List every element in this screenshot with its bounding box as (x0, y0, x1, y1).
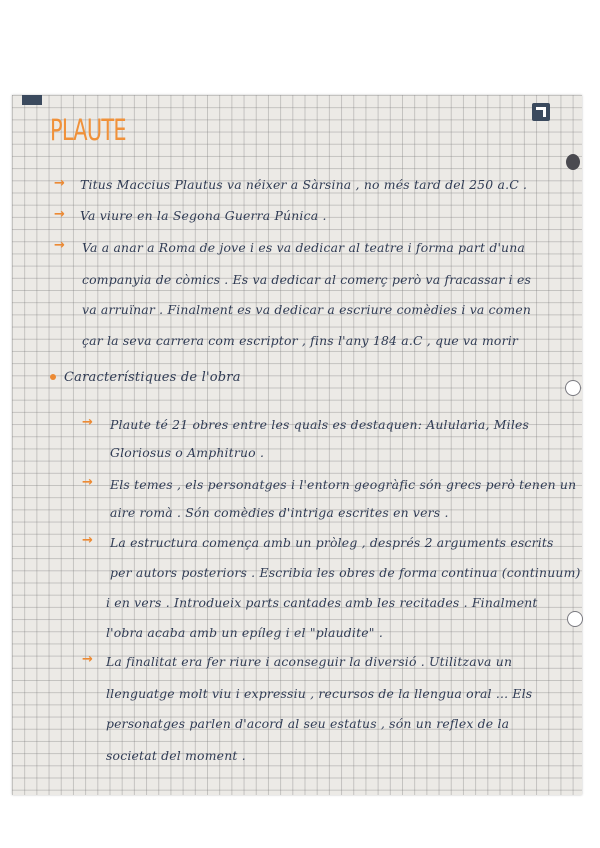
feature-line: l'obra acaba amb un epíleg i el "plaudite" . (106, 625, 383, 640)
page-title: PLAUTE (50, 113, 126, 147)
feature-line: Gloriosus o Amphitruo . (110, 445, 265, 460)
arrow-icon: → (54, 238, 65, 253)
intro-line: Va a anar a Roma de jove i es va dedicar al teatre i forma part d'una (82, 240, 526, 255)
intro-line: Titus Maccius Plautus va néixer a Sàrsina , no més tard del 250 a.C . (80, 177, 528, 192)
intro-line: Va viure en la Segona Guerra Púnica . (80, 208, 327, 223)
feature-line: aire romà . Són comèdies d'intriga escrites en vers . (110, 505, 449, 520)
feature-line: societat del moment . (106, 748, 246, 763)
intro-line: çar la seva carrera com escriptor , fins l'any 184 a.C , que va morir (82, 333, 519, 348)
feature-line: per autors posteriors . Escribia les obres de forma continua (continuum) (110, 565, 581, 580)
intro-line: va arruïnar . Finalment es va dedicar a escriure comèdies i va comen (82, 302, 532, 317)
intro-line: companyia de còmics . Es va dedicar al comerç però va fracassar i es (82, 272, 532, 287)
feature-line: Els temes , els personatges i l'entorn geogràfic són grecs però tenen un (110, 477, 577, 492)
binder-hole-icon (565, 380, 581, 396)
arrow-icon: → (82, 415, 93, 430)
feature-line: La finalitat era fer riure i aconseguir la diversió . Utilitzava un (106, 654, 513, 669)
section-heading: Característiques de l'obra (64, 370, 241, 385)
binder-hole-icon (566, 154, 580, 170)
feature-line: i en vers . Introdueix parts cantades amb les recitades . Finalment (106, 595, 538, 610)
page-corner-marker-icon (532, 103, 550, 121)
arrow-icon: → (82, 533, 93, 548)
binder-hole-icon (567, 611, 583, 627)
bullet-icon (50, 374, 56, 380)
arrow-icon: → (54, 176, 65, 191)
feature-line: La estructura comença amb un pròleg , després 2 arguments escrits (110, 535, 554, 550)
page-corner-tab (22, 95, 42, 105)
feature-line: llenguatge molt viu i expressiu , recursos de la llengua oral ... Els (106, 686, 533, 701)
arrow-icon: → (82, 652, 93, 667)
feature-line: personatges parlen d'acord al seu estatus , són un reflex de la (106, 716, 510, 731)
arrow-icon: → (54, 207, 65, 222)
arrow-icon: → (82, 475, 93, 490)
feature-line: Plaute té 21 obres entre les quals es destaquen: Aulularia, Miles (110, 417, 530, 432)
